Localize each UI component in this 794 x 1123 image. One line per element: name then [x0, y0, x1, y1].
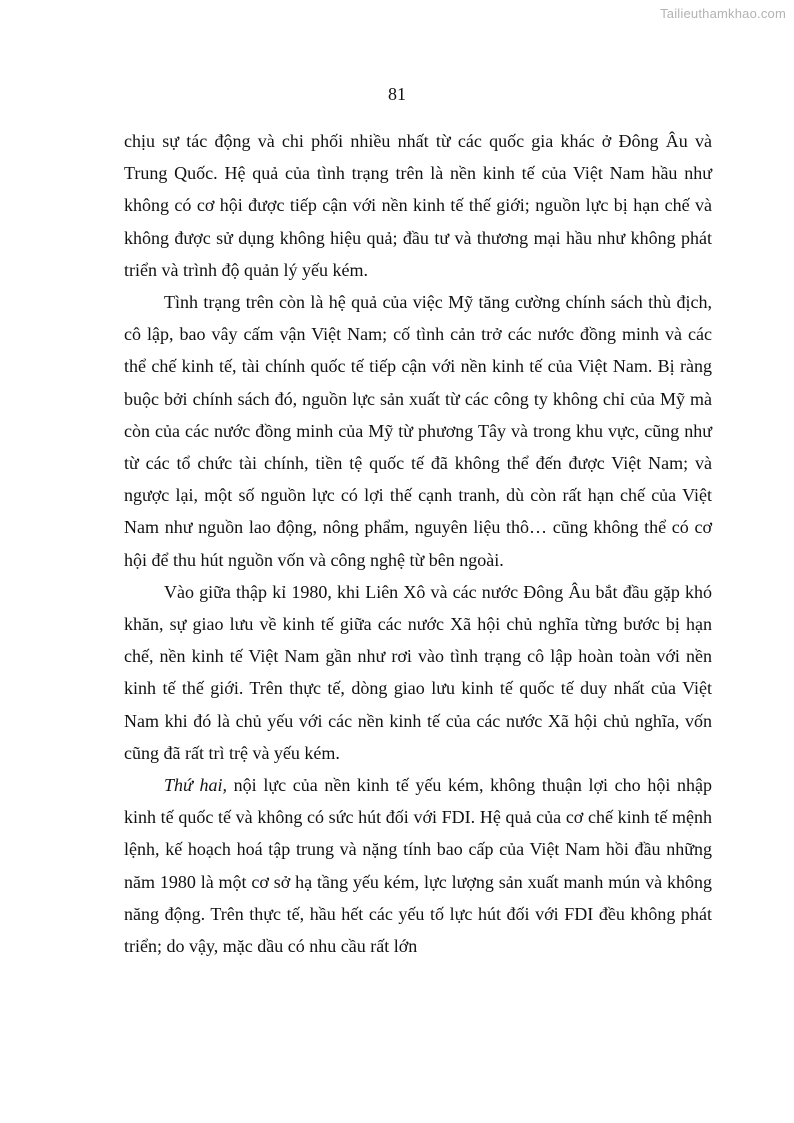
paragraph-4-text: nội lực của nền kinh tế yếu kém, không thuận lợi cho hội nhập kinh tế quốc tế và không có sức hút đối với FDI. Hệ quả của cơ chế kinh tế mệnh lệnh, kế hoạch hoá tập trung và nặng tính bao cấp của Việt Nam hồi đầu những năm 1980 là một cơ sở hạ tầng yếu kém, lực lượng sản xuất manh mún và không năng động. Trên thực tế, hầu hết các yếu tố lực hút đối với FDI đều không phát triển; do vậy, mặc dầu có nhu cầu rất lớn — [124, 775, 712, 957]
paragraph-4-lead: Thứ hai, — [164, 775, 227, 796]
document-body — [124, 125, 712, 962]
paragraph-1: chịu sự tác động và chi phối nhiều nhất từ các quốc gia khác ở Đông Âu và Trung Quốc. Hệ quả của tình trạng trên là nền kinh tế của Việt Nam hầu như không có cơ hội được tiếp cận với nền kinh tế thế giới; nguồn lực bị hạn chế và không được sử dụng không hiệu quả; đầu tư và thương mại hầu như không phát triển và trình độ quản lý yếu kém. — [124, 131, 712, 280]
paragraph-3: Vào giữa thập kỉ 1980, khi Liên Xô và các nước Đông Âu bắt đầu gặp khó khăn, sự giao lưu về kinh tế giữa các nước Xã hội chủ nghĩa từng bước bị hạn chế, nền kinh tế Việt Nam gần như rơi vào tình trạng cô lập hoàn toàn với nền kinh tế thế giới. Trên thực tế, dòng giao lưu kinh tế quốc tế duy nhất của Việt Nam khi đó là chủ yếu với các nền kinh tế của các nước Xã hội chủ nghĩa, vốn cũng đã rất trì trệ và yếu kém. — [124, 581, 712, 763]
page-number: 81 — [388, 84, 406, 104]
paragraph-4 — [124, 769, 712, 962]
site-watermark: Tailieuthamkhao.com — [660, 6, 786, 21]
paragraph-2: Tình trạng trên còn là hệ quả của việc Mỹ tăng cường chính sách thù địch, cô lập, bao vây cấm vận Việt Nam; cố tình cản trở các nước đồng minh và các thể chế kinh tế, tài chính quốc tế tiếp cận với nền kinh tế của Việt Nam. Bị ràng buộc bởi chính sách đó, nguồn lực sản xuất từ các công ty không chỉ của Mỹ mà còn của các nước đồng minh của Mỹ từ phương Tây và trong khu vực, cũng như từ các tổ chức tài chính, tiền tệ quốc tế đã không thể đến được Việt Nam; và ngược lại, một số nguồn lực có lợi thế cạnh tranh, dù còn rất hạn chế của Việt Nam như nguồn lao động, nông phẩm, nguyên liệu thô… cũng không thể có cơ hội để thu hút nguồn vốn và công nghệ từ bên ngoài. — [124, 292, 712, 570]
